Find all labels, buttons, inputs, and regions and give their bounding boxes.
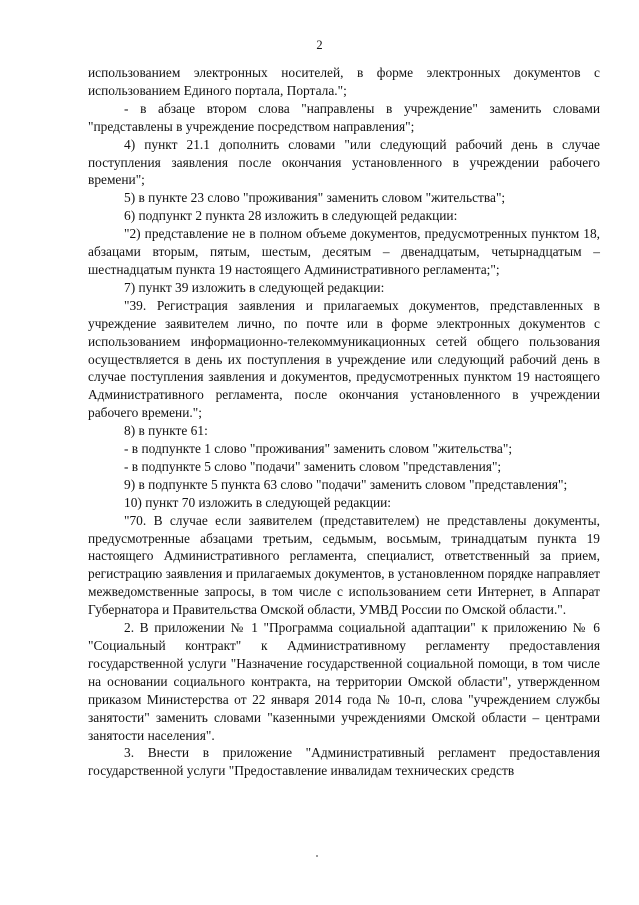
paragraph-section-3: 3. Внести в приложение "Административный регламент предоставления государственной услуги "Предоставление инвалидам технических средств	[88, 745, 600, 779]
paragraph-item-7: 7) пункт 39 изложить в следующей редакции:	[124, 279, 385, 295]
page-number: 2	[316, 38, 323, 52]
paragraph-item-70-text: "70. В случае если заявителем (представителем) не представлены документы, предусмотренные абзацами третьим, седьмым, восьмым, тринадцатым пункта 19 настоящего Административного регламента, специалист, ответственный за прием, регистрацию заявления и прилагаемых документов, в установленном порядке направляет межведомственные запросы, в том числе с использованием сети Интернет, в Аппарат Губернатора и Правительства Омской области, УМВД России по Омской области.".	[88, 512, 600, 618]
paragraph-item-6-text: "2) представление не в полном объеме документов, предусмотренных пунктом 18, абзацами вторым, пятым, шестым, десятым – двенадцатым, четырнадцатым – шестнадцатым пункта 19 настоящего Административного регламента;";	[88, 226, 600, 277]
paragraph-item-5: 5) в пункте 23 слово "проживания" заменить словом "жительства";	[124, 190, 506, 206]
paragraph-item-10: 10) пункт 70 изложить в следующей редакции:	[124, 494, 392, 510]
paragraph-item-8-sub-5: - в подпункте 5 слово "подачи" заменить словом "представления";	[124, 458, 502, 474]
paragraph-abzac-change: - в абзаце втором слова "направлены в учреждение" заменить словами "представлены в учреждение посредством направления";	[88, 100, 600, 134]
paragraph-item-9: 9) в подпункте 5 пункта 63 слово "подачи" заменить словом "представления";	[124, 476, 568, 492]
paragraph-continuation: использованием электронных носителей, в форме электронных документов с использованием Единого портала, Портала.";	[88, 65, 600, 98]
paragraph-item-4: 4) пункт 21.1 дополнить словами "или следующий рабочий день в случае поступления заявления после окончания установленного в учреждении рабочего времени";	[88, 136, 600, 188]
paragraph-item-8-sub-1: - в подпункте 1 слово "проживания" заменить словом "жительства";	[124, 441, 513, 457]
paragraph-item-8: 8) в пункте 61:	[124, 423, 208, 439]
document-body	[88, 64, 600, 780]
paragraph-item-6: 6) подпункт 2 пункта 28 изложить в следующей редакции:	[124, 208, 458, 224]
paragraph-item-39-text: "39. Регистрация заявления и прилагаемых документов, представленных в учреждение заявителем лично, по почте или в форме электронных документов с использованием информационно-телекоммуникационных сетей общего пользования осуществляется в день их поступления в учреждение или следующий рабочий день в случае поступления заявления и документов, предусмотренных пунктом 19 настоящего Административного регламента, после окончания установленного в учреждении рабочего времени.";	[88, 297, 600, 421]
scan-speck	[316, 855, 318, 857]
paragraph-section-2: 2. В приложении № 1 "Программа социальной адаптации" к приложению № 6 "Социальный контракт" к Административному регламенту предоставления государственной услуги "Назначение государственной социальной помощи, в том числе на основании социального контракта, на территории Омской области", утвержденном приказом Министерства от 22 января 2014 года № 10-п, слова "учреждением службы занятости" заменить словами "казенными учреждениями Омской области – центрами занятости населения".	[88, 620, 600, 743]
